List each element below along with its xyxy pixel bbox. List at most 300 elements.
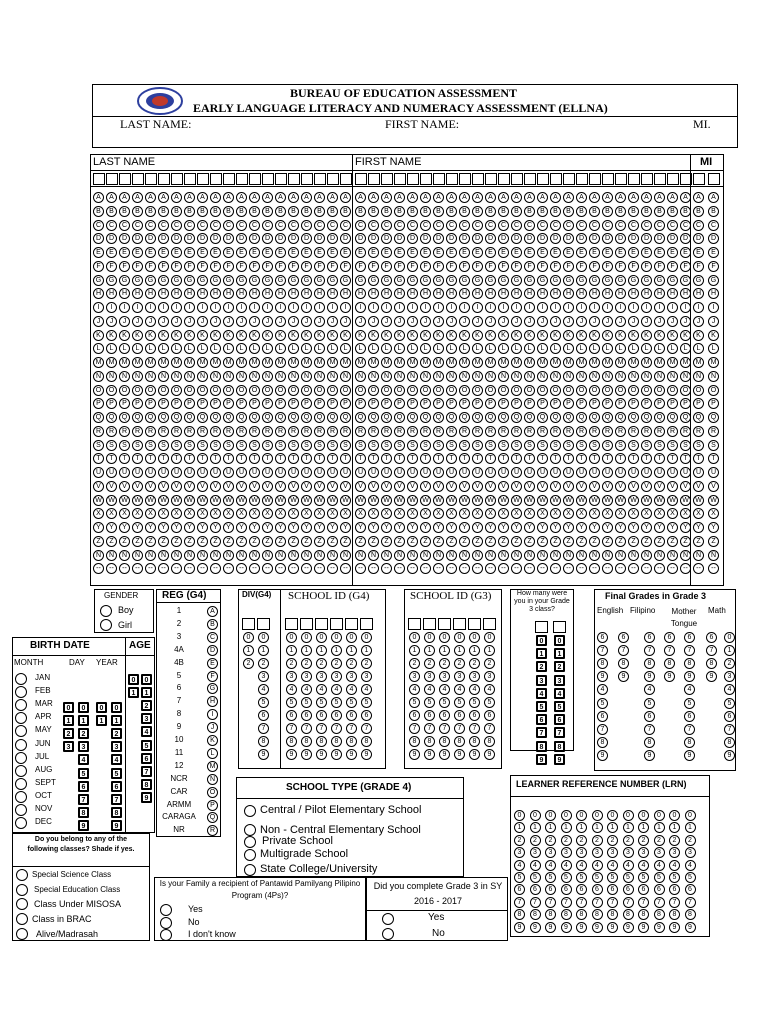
name-letter-bubble[interactable]: Q — [327, 412, 338, 423]
name-letter-bubble[interactable]: J — [301, 316, 312, 327]
school-g3-col-bubble[interactable]: 0 — [424, 632, 435, 643]
name-letter-bubble[interactable]: T — [236, 453, 247, 464]
name-letter-bubble[interactable]: K — [602, 330, 613, 341]
name-letter-box[interactable] — [550, 173, 562, 185]
name-letter-bubble[interactable]: G — [524, 275, 535, 286]
name-letter-bubble[interactable]: X — [524, 508, 535, 519]
name-letter-bubble[interactable]: -- — [314, 563, 325, 574]
name-letter-bubble[interactable]: I — [589, 302, 600, 313]
name-letter-bubble[interactable]: F — [420, 261, 431, 272]
lrn-bubble[interactable]: 8 — [514, 909, 525, 920]
name-letter-bubble[interactable]: J — [249, 316, 260, 327]
name-letter-bubble[interactable]: M — [615, 357, 626, 368]
name-letter-bubble[interactable]: X — [288, 508, 299, 519]
name-letter-bubble[interactable]: I — [223, 302, 234, 313]
name-letter-bubble[interactable]: Q — [93, 412, 104, 423]
name-letter-bubble[interactable]: Z — [589, 536, 600, 547]
name-letter-bubble[interactable]: M — [667, 357, 678, 368]
name-letter-bubble[interactable]: D — [693, 233, 704, 244]
name-letter-bubble[interactable]: T — [301, 453, 312, 464]
name-letter-bubble[interactable]: N — [641, 371, 652, 382]
name-letter-bubble[interactable]: R — [93, 426, 104, 437]
name-letter-bubble[interactable]: M — [93, 357, 104, 368]
name-letter-bubble[interactable]: O — [355, 385, 366, 396]
year-col2-bubble[interactable]: 5 — [111, 768, 122, 779]
division-col1-bubble[interactable]: 1 — [243, 645, 254, 656]
name-letter-bubble[interactable]: R — [641, 426, 652, 437]
name-letter-bubble[interactable]: -- — [368, 563, 379, 574]
name-letter-bubble[interactable]: D — [641, 233, 652, 244]
name-letter-bubble[interactable]: V — [433, 481, 444, 492]
name-letter-bubble[interactable]: M — [407, 357, 418, 368]
name-letter-bubble[interactable]: O — [693, 385, 704, 396]
name-letter-bubble[interactable]: R — [433, 426, 444, 437]
lrn-bubble[interactable]: 3 — [514, 847, 525, 858]
name-letter-bubble[interactable]: K — [628, 330, 639, 341]
month-radio[interactable] — [15, 673, 27, 685]
name-letter-bubble[interactable]: T — [667, 453, 678, 464]
name-letter-bubble[interactable]: B — [106, 206, 117, 217]
day-col2-bubble[interactable]: 5 — [78, 768, 89, 779]
lrn-bubble[interactable]: 9 — [623, 922, 634, 933]
name-letter-bubble[interactable]: U — [301, 467, 312, 478]
name-letter-bubble[interactable]: Z — [106, 536, 117, 547]
name-letter-bubble[interactable]: U — [667, 467, 678, 478]
name-letter-bubble[interactable]: M — [680, 357, 691, 368]
grade3-count-col2-write-box[interactable] — [553, 621, 566, 633]
name-letter-bubble[interactable]: F — [249, 261, 260, 272]
name-letter-bubble[interactable]: S — [407, 440, 418, 451]
region-bubble[interactable]: E — [207, 658, 218, 669]
school-g4-col-bubble[interactable]: 0 — [331, 632, 342, 643]
lrn-bubble[interactable]: 8 — [530, 909, 541, 920]
name-letter-bubble[interactable]: Q — [485, 412, 496, 423]
name-letter-bubble[interactable]: T — [498, 453, 509, 464]
name-letter-bubble[interactable]: -- — [262, 563, 273, 574]
school-g3-col-bubble[interactable]: 1 — [424, 645, 435, 656]
school-g3-col-bubble[interactable]: 3 — [454, 671, 465, 682]
name-letter-box[interactable] — [667, 173, 679, 185]
name-letter-bubble[interactable]: Y — [693, 522, 704, 533]
school-g4-col-bubble[interactable]: 6 — [301, 710, 312, 721]
name-letter-bubble[interactable]: E — [680, 247, 691, 258]
name-letter-bubble[interactable]: H — [537, 288, 548, 299]
name-letter-bubble[interactable]: D — [275, 233, 286, 244]
age-col2-bubble[interactable]: 5 — [141, 740, 152, 751]
name-letter-bubble[interactable]: N — [301, 371, 312, 382]
lrn-bubble[interactable]: 1 — [561, 822, 572, 833]
name-letter-bubble[interactable]: Z — [407, 536, 418, 547]
name-letter-bubble[interactable]: V — [708, 481, 719, 492]
lrn-bubble[interactable]: 3 — [545, 847, 556, 858]
name-letter-bubble[interactable]: Z — [158, 536, 169, 547]
name-letter-bubble[interactable]: W — [184, 495, 195, 506]
name-letter-bubble[interactable]: Z — [641, 536, 652, 547]
name-letter-bubble[interactable]: Y — [615, 522, 626, 533]
name-letter-bubble[interactable]: D — [327, 233, 338, 244]
name-letter-bubble[interactable]: K — [171, 330, 182, 341]
name-letter-bubble[interactable]: Z — [420, 536, 431, 547]
name-letter-bubble[interactable]: S — [184, 440, 195, 451]
name-letter-bubble[interactable]: H — [693, 288, 704, 299]
name-letter-bubble[interactable]: Ñ — [433, 550, 444, 561]
name-letter-bubble[interactable]: K — [236, 330, 247, 341]
lrn-bubble[interactable]: 5 — [638, 872, 649, 883]
name-letter-bubble[interactable]: K — [158, 330, 169, 341]
name-letter-bubble[interactable]: X — [340, 508, 351, 519]
name-letter-bubble[interactable]: D — [628, 233, 639, 244]
name-letter-bubble[interactable]: S — [249, 440, 260, 451]
name-letter-bubble[interactable]: -- — [433, 563, 444, 574]
name-letter-bubble[interactable]: -- — [249, 563, 260, 574]
name-letter-box[interactable] — [288, 173, 300, 185]
name-letter-bubble[interactable]: J — [654, 316, 665, 327]
name-letter-bubble[interactable]: E — [498, 247, 509, 258]
name-letter-bubble[interactable]: X — [615, 508, 626, 519]
name-letter-bubble[interactable]: D — [93, 233, 104, 244]
name-letter-bubble[interactable]: Ñ — [602, 550, 613, 561]
name-letter-bubble[interactable]: M — [171, 357, 182, 368]
name-letter-bubble[interactable]: D — [301, 233, 312, 244]
school-g4-col-bubble[interactable]: 4 — [361, 684, 372, 695]
name-letter-bubble[interactable]: K — [563, 330, 574, 341]
name-letter-bubble[interactable]: U — [132, 467, 143, 478]
name-letter-bubble[interactable]: E — [223, 247, 234, 258]
school-g3-col-bubble[interactable]: 9 — [484, 749, 495, 760]
name-letter-bubble[interactable]: U — [158, 467, 169, 478]
name-letter-bubble[interactable]: Ñ — [708, 550, 719, 561]
name-letter-bubble[interactable]: W — [420, 495, 431, 506]
school-g4-col-bubble[interactable]: 3 — [286, 671, 297, 682]
division-col2-bubble[interactable]: 7 — [258, 723, 269, 734]
name-letter-box[interactable] — [368, 173, 380, 185]
name-letter-bubble[interactable]: Q — [602, 412, 613, 423]
name-letter-bubble[interactable]: L — [340, 343, 351, 354]
name-letter-bubble[interactable]: E — [641, 247, 652, 258]
name-letter-bubble[interactable]: M — [340, 357, 351, 368]
name-letter-bubble[interactable]: W — [511, 495, 522, 506]
name-letter-bubble[interactable]: M — [394, 357, 405, 368]
name-letter-bubble[interactable]: R — [615, 426, 626, 437]
name-letter-bubble[interactable]: L — [327, 343, 338, 354]
name-letter-bubble[interactable]: K — [106, 330, 117, 341]
name-letter-bubble[interactable]: X — [433, 508, 444, 519]
name-letter-bubble[interactable]: S — [93, 440, 104, 451]
school-g4-col-bubble[interactable]: 3 — [346, 671, 357, 682]
name-letter-bubble[interactable]: E — [576, 247, 587, 258]
name-letter-bubble[interactable]: Z — [563, 536, 574, 547]
name-letter-box[interactable] — [93, 173, 105, 185]
region-bubble[interactable]: O — [207, 787, 218, 798]
name-letter-box[interactable] — [589, 173, 601, 185]
lrn-bubble[interactable]: 5 — [576, 872, 587, 883]
name-letter-bubble[interactable]: Q — [106, 412, 117, 423]
name-letter-box[interactable] — [145, 173, 157, 185]
name-letter-box[interactable] — [708, 173, 720, 185]
name-letter-bubble[interactable]: Ñ — [145, 550, 156, 561]
school-g3-col-bubble[interactable]: 8 — [484, 736, 495, 747]
name-letter-bubble[interactable]: J — [93, 316, 104, 327]
year-col2-bubble[interactable]: 2 — [111, 728, 122, 739]
name-letter-bubble[interactable]: S — [589, 440, 600, 451]
name-letter-bubble[interactable]: Y — [171, 522, 182, 533]
name-letter-bubble[interactable]: Ñ — [314, 550, 325, 561]
name-letter-bubble[interactable]: L — [498, 343, 509, 354]
name-letter-bubble[interactable]: N — [236, 371, 247, 382]
month-radio[interactable] — [15, 765, 27, 777]
name-letter-bubble[interactable]: E — [615, 247, 626, 258]
name-letter-bubble[interactable]: T — [368, 453, 379, 464]
name-letter-bubble[interactable]: G — [576, 275, 587, 286]
school-g3-col-bubble[interactable]: 7 — [439, 723, 450, 734]
school-g3-col-bubble[interactable]: 5 — [454, 697, 465, 708]
name-letter-bubble[interactable]: G — [446, 275, 457, 286]
name-letter-bubble[interactable]: M — [249, 357, 260, 368]
name-letter-bubble[interactable]: Y — [106, 522, 117, 533]
grade3-count-col2-bubble[interactable]: 0 — [554, 635, 565, 646]
name-letter-bubble[interactable]: R — [381, 426, 392, 437]
name-letter-bubble[interactable]: B — [563, 206, 574, 217]
name-letter-bubble[interactable]: A — [119, 192, 130, 203]
lrn-bubble[interactable]: 8 — [592, 909, 603, 920]
grade3-count-col2-bubble[interactable]: 1 — [554, 648, 565, 659]
name-letter-bubble[interactable]: U — [511, 467, 522, 478]
name-letter-bubble[interactable]: W — [288, 495, 299, 506]
name-letter-bubble[interactable]: J — [693, 316, 704, 327]
name-letter-bubble[interactable]: A — [446, 192, 457, 203]
name-letter-bubble[interactable]: C — [602, 220, 613, 231]
name-letter-bubble[interactable]: Z — [628, 536, 639, 547]
name-letter-bubble[interactable]: L — [394, 343, 405, 354]
school-g4-col-bubble[interactable]: 6 — [346, 710, 357, 721]
name-letter-bubble[interactable]: Y — [498, 522, 509, 533]
school-type-multigrade-radio[interactable] — [244, 849, 256, 861]
name-letter-bubble[interactable]: Ñ — [184, 550, 195, 561]
region-bubble[interactable]: A — [207, 606, 218, 617]
name-letter-bubble[interactable]: Z — [119, 536, 130, 547]
name-letter-bubble[interactable]: H — [459, 288, 470, 299]
name-letter-bubble[interactable]: Q — [394, 412, 405, 423]
name-letter-bubble[interactable]: T — [132, 453, 143, 464]
name-letter-bubble[interactable]: N — [223, 371, 234, 382]
name-letter-bubble[interactable]: P — [680, 398, 691, 409]
name-letter-bubble[interactable]: B — [197, 206, 208, 217]
name-letter-bubble[interactable]: X — [262, 508, 273, 519]
name-letter-bubble[interactable]: Q — [589, 412, 600, 423]
school-type-noncentral-radio[interactable] — [244, 824, 256, 836]
name-letter-bubble[interactable]: U — [693, 467, 704, 478]
name-letter-box[interactable] — [314, 173, 326, 185]
school-g3-col-bubble[interactable]: 4 — [439, 684, 450, 695]
name-letter-bubble[interactable]: Y — [563, 522, 574, 533]
name-letter-bubble[interactable]: F — [628, 261, 639, 272]
name-letter-bubble[interactable]: -- — [589, 563, 600, 574]
name-letter-bubble[interactable]: Ñ — [563, 550, 574, 561]
name-letter-bubble[interactable]: S — [327, 440, 338, 451]
name-letter-bubble[interactable]: E — [394, 247, 405, 258]
name-letter-bubble[interactable]: O — [145, 385, 156, 396]
name-letter-box[interactable] — [236, 173, 248, 185]
name-letter-bubble[interactable]: M — [145, 357, 156, 368]
school-g3-col-bubble[interactable]: 2 — [469, 658, 480, 669]
name-letter-bubble[interactable]: J — [433, 316, 444, 327]
name-letter-bubble[interactable]: U — [249, 467, 260, 478]
name-letter-bubble[interactable]: W — [708, 495, 719, 506]
name-letter-bubble[interactable]: V — [184, 481, 195, 492]
name-letter-bubble[interactable]: A — [158, 192, 169, 203]
name-letter-bubble[interactable]: O — [602, 385, 613, 396]
name-letter-bubble[interactable]: L — [615, 343, 626, 354]
grade3-count-col2-bubble[interactable]: 8 — [554, 741, 565, 752]
name-letter-bubble[interactable]: I — [693, 302, 704, 313]
name-letter-bubble[interactable]: Z — [184, 536, 195, 547]
name-letter-bubble[interactable]: I — [106, 302, 117, 313]
name-letter-bubble[interactable]: M — [446, 357, 457, 368]
name-letter-bubble[interactable]: J — [106, 316, 117, 327]
name-letter-bubble[interactable]: Z — [485, 536, 496, 547]
name-letter-bubble[interactable]: I — [197, 302, 208, 313]
division-col2-bubble[interactable]: 9 — [258, 749, 269, 760]
name-letter-bubble[interactable]: B — [433, 206, 444, 217]
name-letter-bubble[interactable]: I — [381, 302, 392, 313]
name-letter-bubble[interactable]: J — [407, 316, 418, 327]
name-letter-bubble[interactable]: C — [184, 220, 195, 231]
name-letter-bubble[interactable]: A — [262, 192, 273, 203]
name-letter-bubble[interactable]: X — [420, 508, 431, 519]
name-letter-bubble[interactable]: E — [197, 247, 208, 258]
region-bubble[interactable]: F — [207, 671, 218, 682]
name-letter-bubble[interactable]: -- — [301, 563, 312, 574]
name-letter-bubble[interactable]: J — [223, 316, 234, 327]
name-letter-bubble[interactable]: Ñ — [654, 550, 665, 561]
school-g3-col-bubble[interactable]: 5 — [469, 697, 480, 708]
name-letter-bubble[interactable]: D — [602, 233, 613, 244]
name-letter-bubble[interactable]: -- — [446, 563, 457, 574]
final-grade-bubble[interactable]: 9 — [724, 750, 735, 761]
school-g3-col-write-box[interactable] — [438, 618, 451, 630]
name-letter-bubble[interactable]: J — [563, 316, 574, 327]
name-letter-bubble[interactable]: I — [550, 302, 561, 313]
division-col2-bubble[interactable]: 1 — [258, 645, 269, 656]
name-letter-bubble[interactable]: E — [589, 247, 600, 258]
name-letter-bubble[interactable]: F — [433, 261, 444, 272]
name-letter-bubble[interactable]: D — [589, 233, 600, 244]
name-letter-bubble[interactable]: I — [459, 302, 470, 313]
name-letter-bubble[interactable]: E — [563, 247, 574, 258]
lrn-bubble[interactable]: 8 — [623, 909, 634, 920]
name-letter-bubble[interactable]: E — [145, 247, 156, 258]
name-letter-bubble[interactable]: Z — [615, 536, 626, 547]
name-letter-bubble[interactable]: Ñ — [327, 550, 338, 561]
name-letter-bubble[interactable]: B — [381, 206, 392, 217]
name-letter-bubble[interactable]: O — [249, 385, 260, 396]
name-letter-bubble[interactable]: W — [106, 495, 117, 506]
name-letter-bubble[interactable]: H — [485, 288, 496, 299]
name-letter-bubble[interactable]: S — [693, 440, 704, 451]
name-letter-bubble[interactable]: Z — [693, 536, 704, 547]
name-letter-bubble[interactable]: R — [301, 426, 312, 437]
school-g4-col-bubble[interactable]: 8 — [286, 736, 297, 747]
name-letter-bubble[interactable]: Q — [563, 412, 574, 423]
name-letter-bubble[interactable]: Y — [589, 522, 600, 533]
name-letter-bubble[interactable]: F — [550, 261, 561, 272]
name-letter-bubble[interactable]: L — [275, 343, 286, 354]
name-letter-bubble[interactable]: Y — [145, 522, 156, 533]
lrn-bubble[interactable]: 9 — [530, 922, 541, 933]
name-letter-bubble[interactable]: G — [314, 275, 325, 286]
name-letter-bubble[interactable]: Z — [446, 536, 457, 547]
name-letter-bubble[interactable]: N — [459, 371, 470, 382]
name-letter-box[interactable] — [262, 173, 274, 185]
name-letter-bubble[interactable]: R — [288, 426, 299, 437]
name-letter-bubble[interactable]: B — [602, 206, 613, 217]
final-grade-bubble[interactable]: 7 — [644, 645, 655, 656]
school-g4-col-bubble[interactable]: 2 — [301, 658, 312, 669]
month-radio[interactable] — [15, 804, 27, 816]
name-letter-bubble[interactable]: E — [327, 247, 338, 258]
name-letter-bubble[interactable]: -- — [641, 563, 652, 574]
name-letter-bubble[interactable]: B — [340, 206, 351, 217]
name-letter-bubble[interactable]: V — [641, 481, 652, 492]
region-bubble[interactable]: N — [207, 774, 218, 785]
age-col2-bubble[interactable]: 0 — [141, 674, 152, 685]
name-letter-bubble[interactable]: X — [394, 508, 405, 519]
name-letter-bubble[interactable]: J — [355, 316, 366, 327]
name-letter-box[interactable] — [615, 173, 627, 185]
name-letter-bubble[interactable]: V — [381, 481, 392, 492]
name-letter-bubble[interactable]: Ñ — [197, 550, 208, 561]
name-letter-bubble[interactable]: A — [355, 192, 366, 203]
name-letter-bubble[interactable]: I — [511, 302, 522, 313]
final-grade-bubble[interactable]: 5 — [597, 698, 608, 709]
name-letter-bubble[interactable]: H — [132, 288, 143, 299]
name-letter-bubble[interactable]: E — [524, 247, 535, 258]
name-letter-bubble[interactable]: V — [420, 481, 431, 492]
name-letter-bubble[interactable]: J — [145, 316, 156, 327]
name-letter-bubble[interactable]: I — [355, 302, 366, 313]
name-letter-bubble[interactable]: Q — [197, 412, 208, 423]
age-col2-bubble[interactable]: 4 — [141, 726, 152, 737]
final-grade-bubble[interactable]: 1 — [724, 645, 735, 656]
name-letter-bubble[interactable]: D — [667, 233, 678, 244]
final-grade-bubble[interactable]: 9 — [684, 750, 695, 761]
name-letter-bubble[interactable]: -- — [420, 563, 431, 574]
name-letter-bubble[interactable]: F — [132, 261, 143, 272]
name-letter-bubble[interactable]: V — [446, 481, 457, 492]
name-letter-bubble[interactable]: D — [654, 233, 665, 244]
name-letter-bubble[interactable]: N — [654, 371, 665, 382]
name-letter-bubble[interactable]: Ñ — [158, 550, 169, 561]
name-letter-bubble[interactable]: H — [576, 288, 587, 299]
name-letter-bubble[interactable]: V — [563, 481, 574, 492]
school-g3-col-write-box[interactable] — [423, 618, 436, 630]
name-letter-bubble[interactable]: M — [420, 357, 431, 368]
lrn-bubble[interactable]: 0 — [514, 810, 525, 821]
name-letter-bubble[interactable]: R — [576, 426, 587, 437]
region-bubble[interactable]: P — [207, 800, 218, 811]
name-letter-bubble[interactable]: R — [667, 426, 678, 437]
name-letter-bubble[interactable]: O — [381, 385, 392, 396]
name-letter-bubble[interactable]: O — [537, 385, 548, 396]
name-letter-bubble[interactable]: Z — [472, 536, 483, 547]
name-letter-bubble[interactable]: A — [236, 192, 247, 203]
school-g3-col-bubble[interactable]: 2 — [409, 658, 420, 669]
name-letter-bubble[interactable]: V — [93, 481, 104, 492]
lrn-bubble[interactable]: 4 — [545, 860, 556, 871]
name-letter-bubble[interactable]: H — [262, 288, 273, 299]
name-letter-bubble[interactable]: O — [485, 385, 496, 396]
school-g3-col-bubble[interactable]: 1 — [469, 645, 480, 656]
